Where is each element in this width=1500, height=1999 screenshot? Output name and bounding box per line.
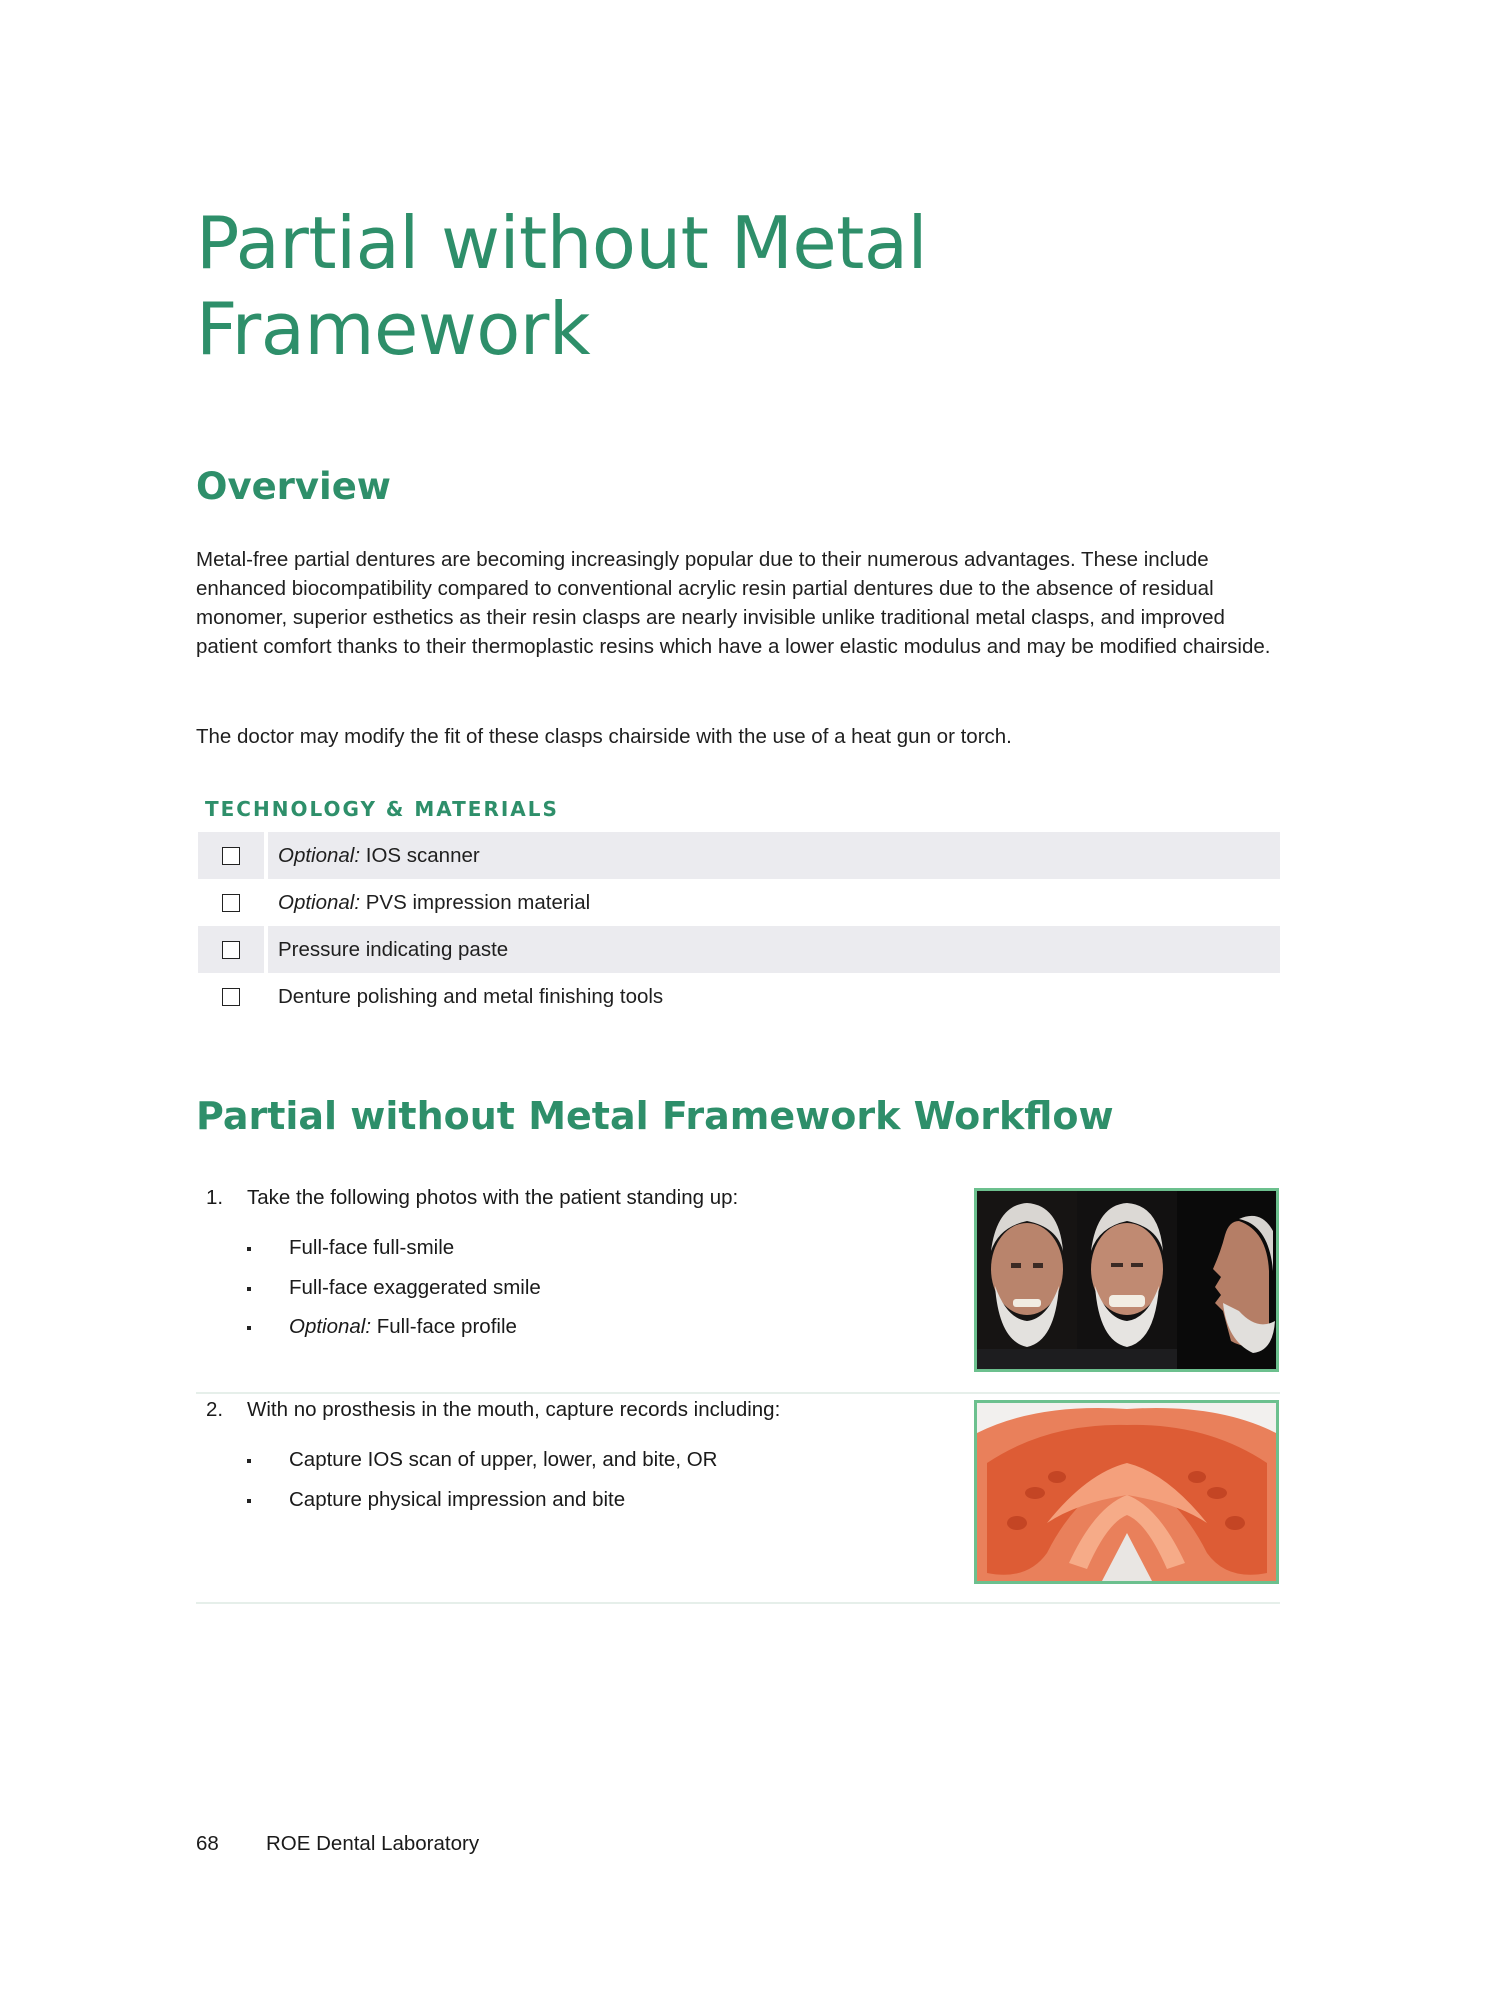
item-prefix: Optional: xyxy=(278,843,361,867)
clasp-note-paragraph: The doctor may modify the fit of these clasps chairside with the use of a heat gun or torch. xyxy=(196,725,1012,748)
step-divider xyxy=(196,1392,1280,1394)
bullet-icon xyxy=(247,1247,251,1251)
checkbox[interactable] xyxy=(222,847,240,865)
workflow-heading: Partial without Metal Framework Workflow xyxy=(196,1094,1114,1138)
tech-materials-heading: TECHNOLOGY & MATERIALS xyxy=(205,797,559,821)
list-item: Full-face full-smile xyxy=(247,1236,541,1276)
item-label: Denture polishing and metal finishing tools xyxy=(278,984,664,1008)
patient-faces-illustration xyxy=(977,1191,1276,1369)
overview-paragraph: Metal-free partial dentures are becoming increasingly popular due to their numerous advantages. These include enhanced biocompatibility compared to conventional acrylic resin partial dentures due to the absence of residual monomer, superior esthetics as their resin clasps are nearly invisible unlike traditional metal clasps, and improved patient comfort thanks to their thermoplastic resins which have a lower elastic modulus and may be modified chairside. xyxy=(196,548,1271,658)
overview-heading: Overview xyxy=(196,465,391,508)
list-item: Full-face exaggerated smile xyxy=(247,1276,541,1316)
checklist-item xyxy=(198,832,1280,879)
bullet-icon xyxy=(247,1499,251,1503)
tech-materials-checklist xyxy=(198,832,1280,1020)
step-bullets xyxy=(247,1448,717,1527)
list-item: Capture physical impression and bite xyxy=(247,1488,717,1528)
list-item: Optional: Full-face profile xyxy=(247,1315,541,1355)
bullet-icon xyxy=(247,1326,251,1330)
page-title-line2: Framework xyxy=(196,287,591,371)
item-label: PVS impression material xyxy=(360,890,591,914)
checkbox[interactable] xyxy=(222,988,240,1006)
bullet-icon xyxy=(247,1459,251,1463)
footer-lab-name: ROE Dental Laboratory xyxy=(266,1832,480,1855)
step-text: Take the following photos with the patient standing up: xyxy=(247,1186,739,1209)
dental-impression-illustration xyxy=(977,1403,1276,1581)
checkbox[interactable] xyxy=(222,941,240,959)
checklist-item xyxy=(198,879,1280,926)
patient-photos-image xyxy=(974,1188,1279,1372)
step-text: With no prosthesis in the mouth, capture records including: xyxy=(247,1398,781,1421)
page-number: 68 xyxy=(196,1832,219,1855)
checklist-item xyxy=(198,973,1280,1020)
impression-image xyxy=(974,1400,1279,1584)
bullet-icon xyxy=(247,1287,251,1291)
step-bullets xyxy=(247,1236,541,1355)
item-label: IOS scanner xyxy=(360,843,480,867)
step-number: 2. xyxy=(206,1398,224,1421)
page-title-line1: Partial without Metal xyxy=(196,201,927,285)
checklist-item xyxy=(198,926,1280,973)
page-title xyxy=(196,200,1096,372)
step-divider xyxy=(196,1602,1280,1604)
list-item: Capture IOS scan of upper, lower, and bite, OR xyxy=(247,1448,717,1488)
item-prefix: Optional: xyxy=(278,890,361,914)
item-label: Pressure indicating paste xyxy=(278,937,509,961)
checkbox[interactable] xyxy=(222,894,240,912)
step-number: 1. xyxy=(206,1186,224,1209)
